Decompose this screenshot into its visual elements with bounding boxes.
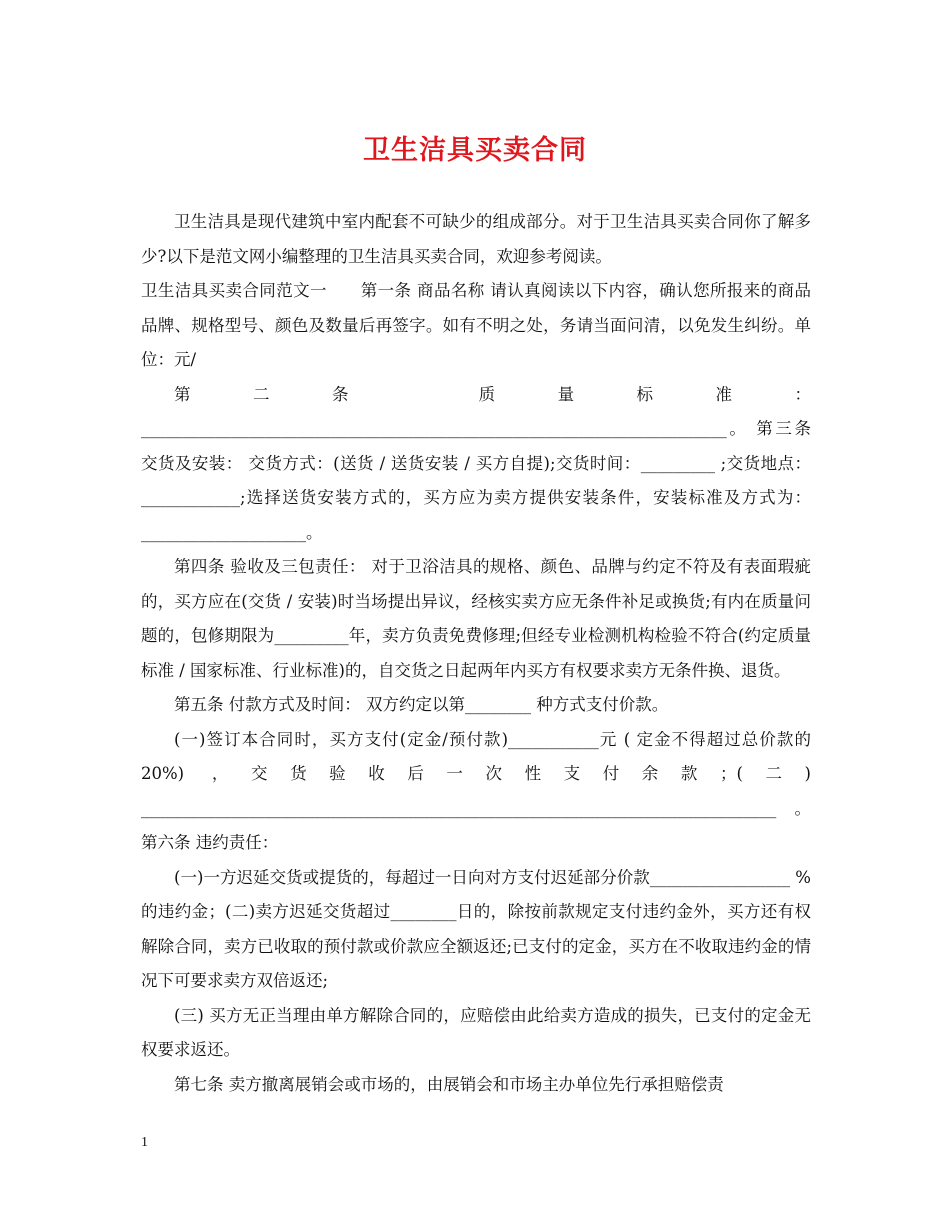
document-body (141, 205, 811, 1102)
page-number: 1 (141, 1135, 148, 1150)
paragraph-article-2-3: 第二条 质量标准：_______________________________________________________________________。 第三条 交货及安装： 交货方式：(送货 / 送货安装 / 买方自提);交货时间：_________ ;交货地点：____________;选择送货安装方式的，买方应为卖方提供安装条件，安装标准及方式为：____________________。 (141, 384, 811, 542)
paragraph-intro: 卫生洁具是现代建筑中室内配套不可缺少的组成部分。对于卫生洁具买卖合同你了解多少?以下是范文网小编整理的卫生洁具买卖合同，欢迎参考阅读。 (141, 212, 811, 266)
paragraph-article-1: 卫生洁具买卖合同范文一 第一条 商品名称 请认真阅读以下内容，确认您所报来的商品品牌、规格型号、颜色及数量后再签字。如有不明之处，务请当面问清，以免发生纠纷。单位：元/ (141, 281, 811, 369)
document-title: 卫生洁具买卖合同 (363, 135, 587, 166)
paragraph-breach-1: (一)一方迟延交货或提货的，每超过一日向对方支付迟延部分价款_________________ %的违约金；(二)卖方迟延交货超过________日的，除按前款规定支付违约金外，买方还有权解除合同，卖方已收取的预付款或价款应全额返还;已支付的定金，买方在不收取违约金的情况下可要求卖方双倍返还; (141, 867, 811, 990)
paragraph-breach-3: (三) 买方无正当理由单方解除合同的，应赔偿由此给卖方造成的损失，已支付的定金无权要求返还。 (141, 1005, 811, 1059)
paragraph-article-7: 第七条 卖方撤离展销会或市场的，由展销会和市场主办单位先行承担赔偿责 (174, 1074, 724, 1094)
paragraph-article-4: 第四条 验收及三包责任： 对于卫浴洁具的规格、颜色、品牌与约定不符及有表面瑕疵的，买方应在(交货 / 安装)时当场提出异议，经核实卖方应无条件补足或换货;有内在质量问题的，包修期限为_________年，卖方负责免费修理;但经专业检测机构检验不符合(约定质量标准 / 国家标准、行业标准)的，自交货之日起两年内买方有权要求卖方无条件换、退货。 (141, 557, 811, 680)
paragraph-article-5: 第五条 付款方式及时间： 双方约定以第________ 种方式支付价款。 (174, 695, 669, 714)
paragraph-payment-1: (一)签订本合同时，买方支付(定金/预付款)___________元 ( 定金不得超过总价款的20%) ，交货验收后一次性支付余款；(二) _____________________________________________________________________________。 第六条 违约责任： (141, 729, 811, 852)
